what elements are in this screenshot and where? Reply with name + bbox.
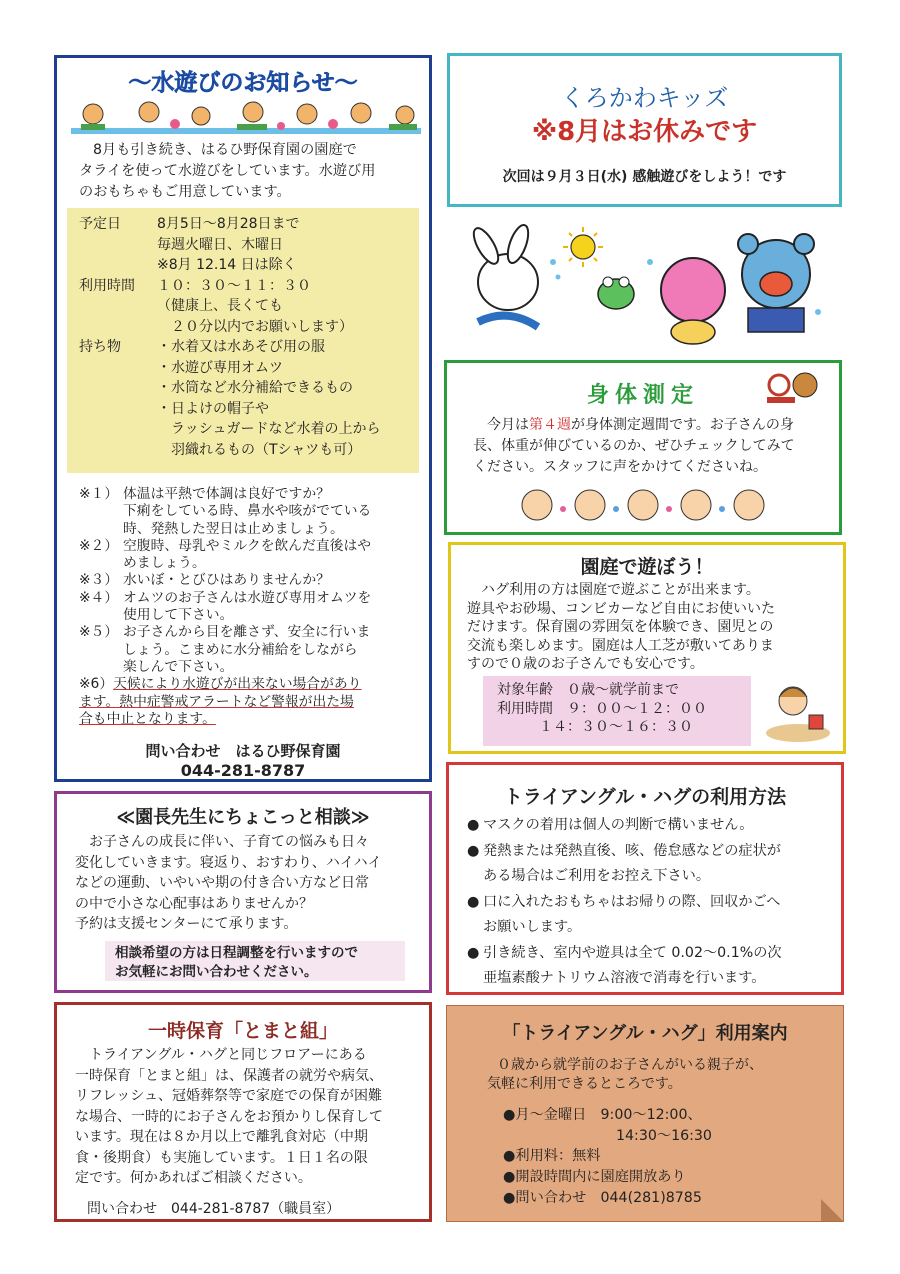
schedule-row: ２０分以内でお願いします） xyxy=(157,318,353,335)
schedule-row: ・日よけの帽子や xyxy=(157,400,269,417)
bear-icon xyxy=(738,234,814,332)
temporary-care-contact: 問い合わせ 044-281-8787（職員室） xyxy=(87,1201,341,1217)
guide-intro: ０歳から就学前のお子さんがいる親子が、 気軽に利用できるところです。 xyxy=(487,1057,763,1092)
list-item: ● 口に入れたおもちゃはお帰りの際、回収かごへ お願いします。 xyxy=(467,893,781,935)
triangle-hug-usage xyxy=(446,762,844,995)
usage-title: トライアングル・ハグの利用方法 xyxy=(503,786,787,808)
list-item: ● 発熱または発熱直後、咳、倦怠感などの症状が ある場合はご利用をお控え下さい。 xyxy=(467,842,781,884)
body-measurement-title: 身体測定 xyxy=(586,383,699,408)
water-play-schedule xyxy=(67,208,419,473)
kurokawa-kids-closed: ※8月はお休みです xyxy=(531,117,758,147)
garden-play-notice xyxy=(448,542,846,754)
schedule-row: 持ち物 ・水着又は水あそび用の服 xyxy=(79,339,325,355)
note-item: ※４） オムツのお子さんは水遊び専用オムツを 使用して下さい。 xyxy=(79,589,372,624)
sun-icon xyxy=(563,227,603,267)
guide-title: 「トライアングル・ハグ」利用案内 xyxy=(502,1023,788,1044)
note-item: ※３） 水いぼ・とびひはありませんか？ xyxy=(79,572,330,589)
rabbit-icon xyxy=(469,222,538,327)
kurokawa-kids-notice xyxy=(447,53,842,207)
note-item-6: ※6）天候により水遊びが出来ない場合があり ます。熱中症警戒アラートなど警報が出た場 合も中止となります。 xyxy=(79,676,362,727)
animals-water-illustration xyxy=(458,222,836,347)
garden-play-text: ハグ利用の方は園庭で遊ぶことが出来ます。 遊具やお砂場、コンビカーなど自由にお使いいた だけます。保育園の雰囲気を体験でき、園児との 交流も楽しめます。園庭は人工芝が敷いてありま すので０歳のお子さんでも安心です。 xyxy=(467,582,775,672)
kurokawa-kids-next: 次回は９月３日(水) 感触遊びをしよう！です xyxy=(502,169,787,185)
children-playing-illustration xyxy=(71,98,421,136)
note-item: ※２） 空腹時、母乳やミルクを飲んだ直後はや めましょう。 xyxy=(79,537,372,572)
water-play-notice xyxy=(54,55,432,782)
schedule-row: 毎週火曜日、木曜日 xyxy=(157,236,283,253)
guide-list: ●月～金曜日 9:00～12:00、 14:30～16:30 ●利用料：無料 ●開設時間内に園庭開放あり ●問い合わせ 044(281)8785 xyxy=(503,1107,712,1206)
temporary-care-text: トライアングル・ハグと同じフロアーにある 一時保育「とまと組」は、保護者の就労や病気、 リフレッシュ、冠婚葬祭等で家庭での保育が困難 な場合、一時的にお子さんをお預かりし保育して います。現在は８か月以上で離乳食対応（中期 食・後期食）も実施しています。１日１名の限 定です。何かあればご相談ください。 xyxy=(75,1047,383,1186)
child-sandbox-icon xyxy=(763,675,833,743)
schedule-row: ・水遊び専用オムツ xyxy=(157,359,283,376)
intro-line: のおもちゃもご用意しています。 xyxy=(79,184,291,200)
director-consultation xyxy=(54,791,432,993)
list-item: ● マスクの着用は個人の判断で構いません。 xyxy=(467,817,754,833)
pig-icon xyxy=(661,258,725,344)
body-measurement-notice xyxy=(444,360,842,535)
schedule-row: ラッシュガードなど水着の上から xyxy=(157,421,381,437)
note-item: ※５） お子さんから目を離さず、安全に行いま しょう。こまめに水分補給をしながら 楽しんで下さい。 xyxy=(79,624,371,675)
water-play-notes xyxy=(79,486,415,728)
director-note: 相談希望の方は日程調整を行いますので お気軽にお問い合わせください。 xyxy=(105,941,405,981)
schedule-row: ※8月 12.14 日は除く xyxy=(157,257,297,273)
director-text: お子さんの成長に伴い、子育ての悩みも日々 変化していきます。寝返り、おすわり、ハイハイ などの運動、いやいや期の付き合い方など日常 の中で小さな心配事はありませんか？ 予約は支援センターにて承ります。 xyxy=(75,834,382,932)
page-curl-decoration xyxy=(821,1199,843,1221)
frog-icon xyxy=(598,277,634,309)
baby-faces-illustration xyxy=(517,487,773,523)
usage-list xyxy=(467,813,831,992)
schedule-row: ・水筒など水分補給できるもの xyxy=(157,380,353,396)
intro-line: 8月も引き続き、はるひ野保育園の園庭で xyxy=(93,142,357,158)
schedule-row: 利用時間 １０：３０～１１：３０ xyxy=(79,277,311,294)
intro-line: タライを使って水遊びをしています。水遊び用 xyxy=(79,163,376,179)
triangle-hug-guide xyxy=(446,1005,844,1222)
scale-bear-icon xyxy=(765,367,821,407)
garden-play-schedule: 対象年齢 ０歳～就学前まで 利用時間 ９：００～１２：００ １４：３０～１６：３０ xyxy=(483,676,751,746)
water-play-contact: 問い合わせ はるひ野保育園 044-281-8787 xyxy=(145,742,341,780)
director-title: ≪園長先生にちょこっと相談≫ xyxy=(116,807,370,828)
garden-play-title: 園庭で遊ぼう！ xyxy=(580,556,714,578)
schedule-row: 羽織れるもの（Tシャツも可） xyxy=(157,441,362,458)
temporary-care-notice xyxy=(54,1002,432,1222)
schedule-row: （健康上、長くても xyxy=(157,298,283,314)
body-measurement-text: 今月は第４週が身体測定週間です。お子さんの身 長、体重が伸びているのか、ぜひチェックしてみて ください。スタッフに声をかけてくださいね。 xyxy=(473,417,795,475)
temporary-care-title: 一時保育「とまと組」 xyxy=(147,1020,338,1042)
kurokawa-kids-title: くろかわキッズ xyxy=(560,84,729,112)
water-play-intro xyxy=(79,140,413,203)
list-item: ● 引き続き、室内や遊具は全て 0.02～0.1%の次 亜塩素酸ナトリウム溶液で消毒を行います。 xyxy=(467,944,782,986)
water-play-title: ～水遊びのお知らせ～ xyxy=(128,70,358,96)
schedule-row: 予定日 8月5日～8月28日まで xyxy=(79,216,300,232)
note-item: ※１） 体温は平熱で体調は良好ですか？ 下痢をしている時、鼻水や咳がでている 時、発熱した翌日は止めましょう。 xyxy=(79,486,372,537)
